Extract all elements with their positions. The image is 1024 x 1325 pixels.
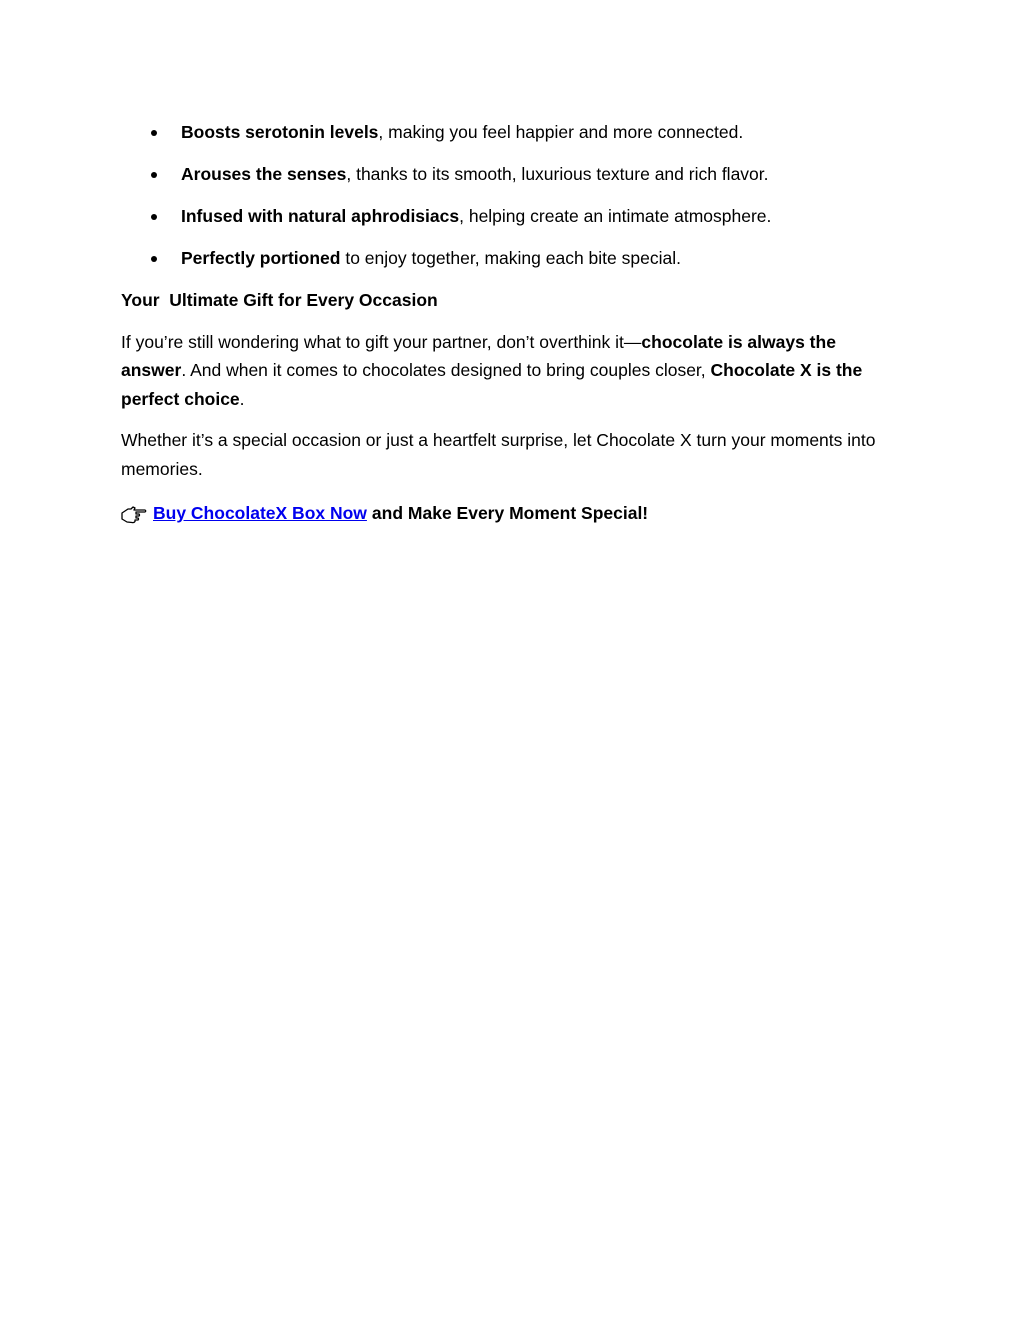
bullet-icon [151,130,157,136]
pointing-hand-icon [121,504,147,526]
paragraph-text: . And when it comes to chocolates designed to bring couples closer, [181,360,711,380]
list-item-bold: Arouses the senses [181,164,347,184]
list-item [121,244,891,273]
paragraph-bold: chocolate is always the answer [121,331,836,380]
list-item [121,202,891,231]
list-item-text: , helping create an intimate atmosphere. [459,206,772,226]
buy-chocolatex-link[interactable]: Buy ChocolateX Box Now [153,503,367,523]
list-item-bold: Perfectly portioned [181,248,341,268]
cta-tail-text: and Make Every Moment Special! [371,503,649,523]
list-item [121,160,891,189]
list-item-text: to enjoy together, making each bite special. [340,248,681,268]
gift-paragraph [121,328,891,414]
call-to-action [121,499,891,528]
list-item-text: , making you feel happier and more connected. [378,122,744,142]
document-content [121,118,891,528]
bullet-icon [151,172,157,178]
bullet-icon [151,256,157,262]
section-heading: Your Ultimate Gift for Every Occasion [121,290,438,310]
bullet-icon [151,214,157,220]
list-item-bold: Boosts serotonin levels [181,122,379,142]
list-item-bold: Infused with natural aphrodisiacs [181,206,460,226]
paragraph-text: . [239,388,245,409]
list-item-text: , thanks to its smooth, luxurious texture and rich flavor. [346,164,769,184]
benefits-list [121,118,891,273]
paragraph-bold: Chocolate X is the perfect choice [121,360,863,409]
occasion-paragraph: Whether it’s a special occasion or just a heartfelt surprise, let Chocolate X turn your moments into memories. [121,430,876,479]
list-item [121,118,891,147]
paragraph-text: If you’re still wondering what to gift your partner, don’t overthink it— [121,331,642,352]
